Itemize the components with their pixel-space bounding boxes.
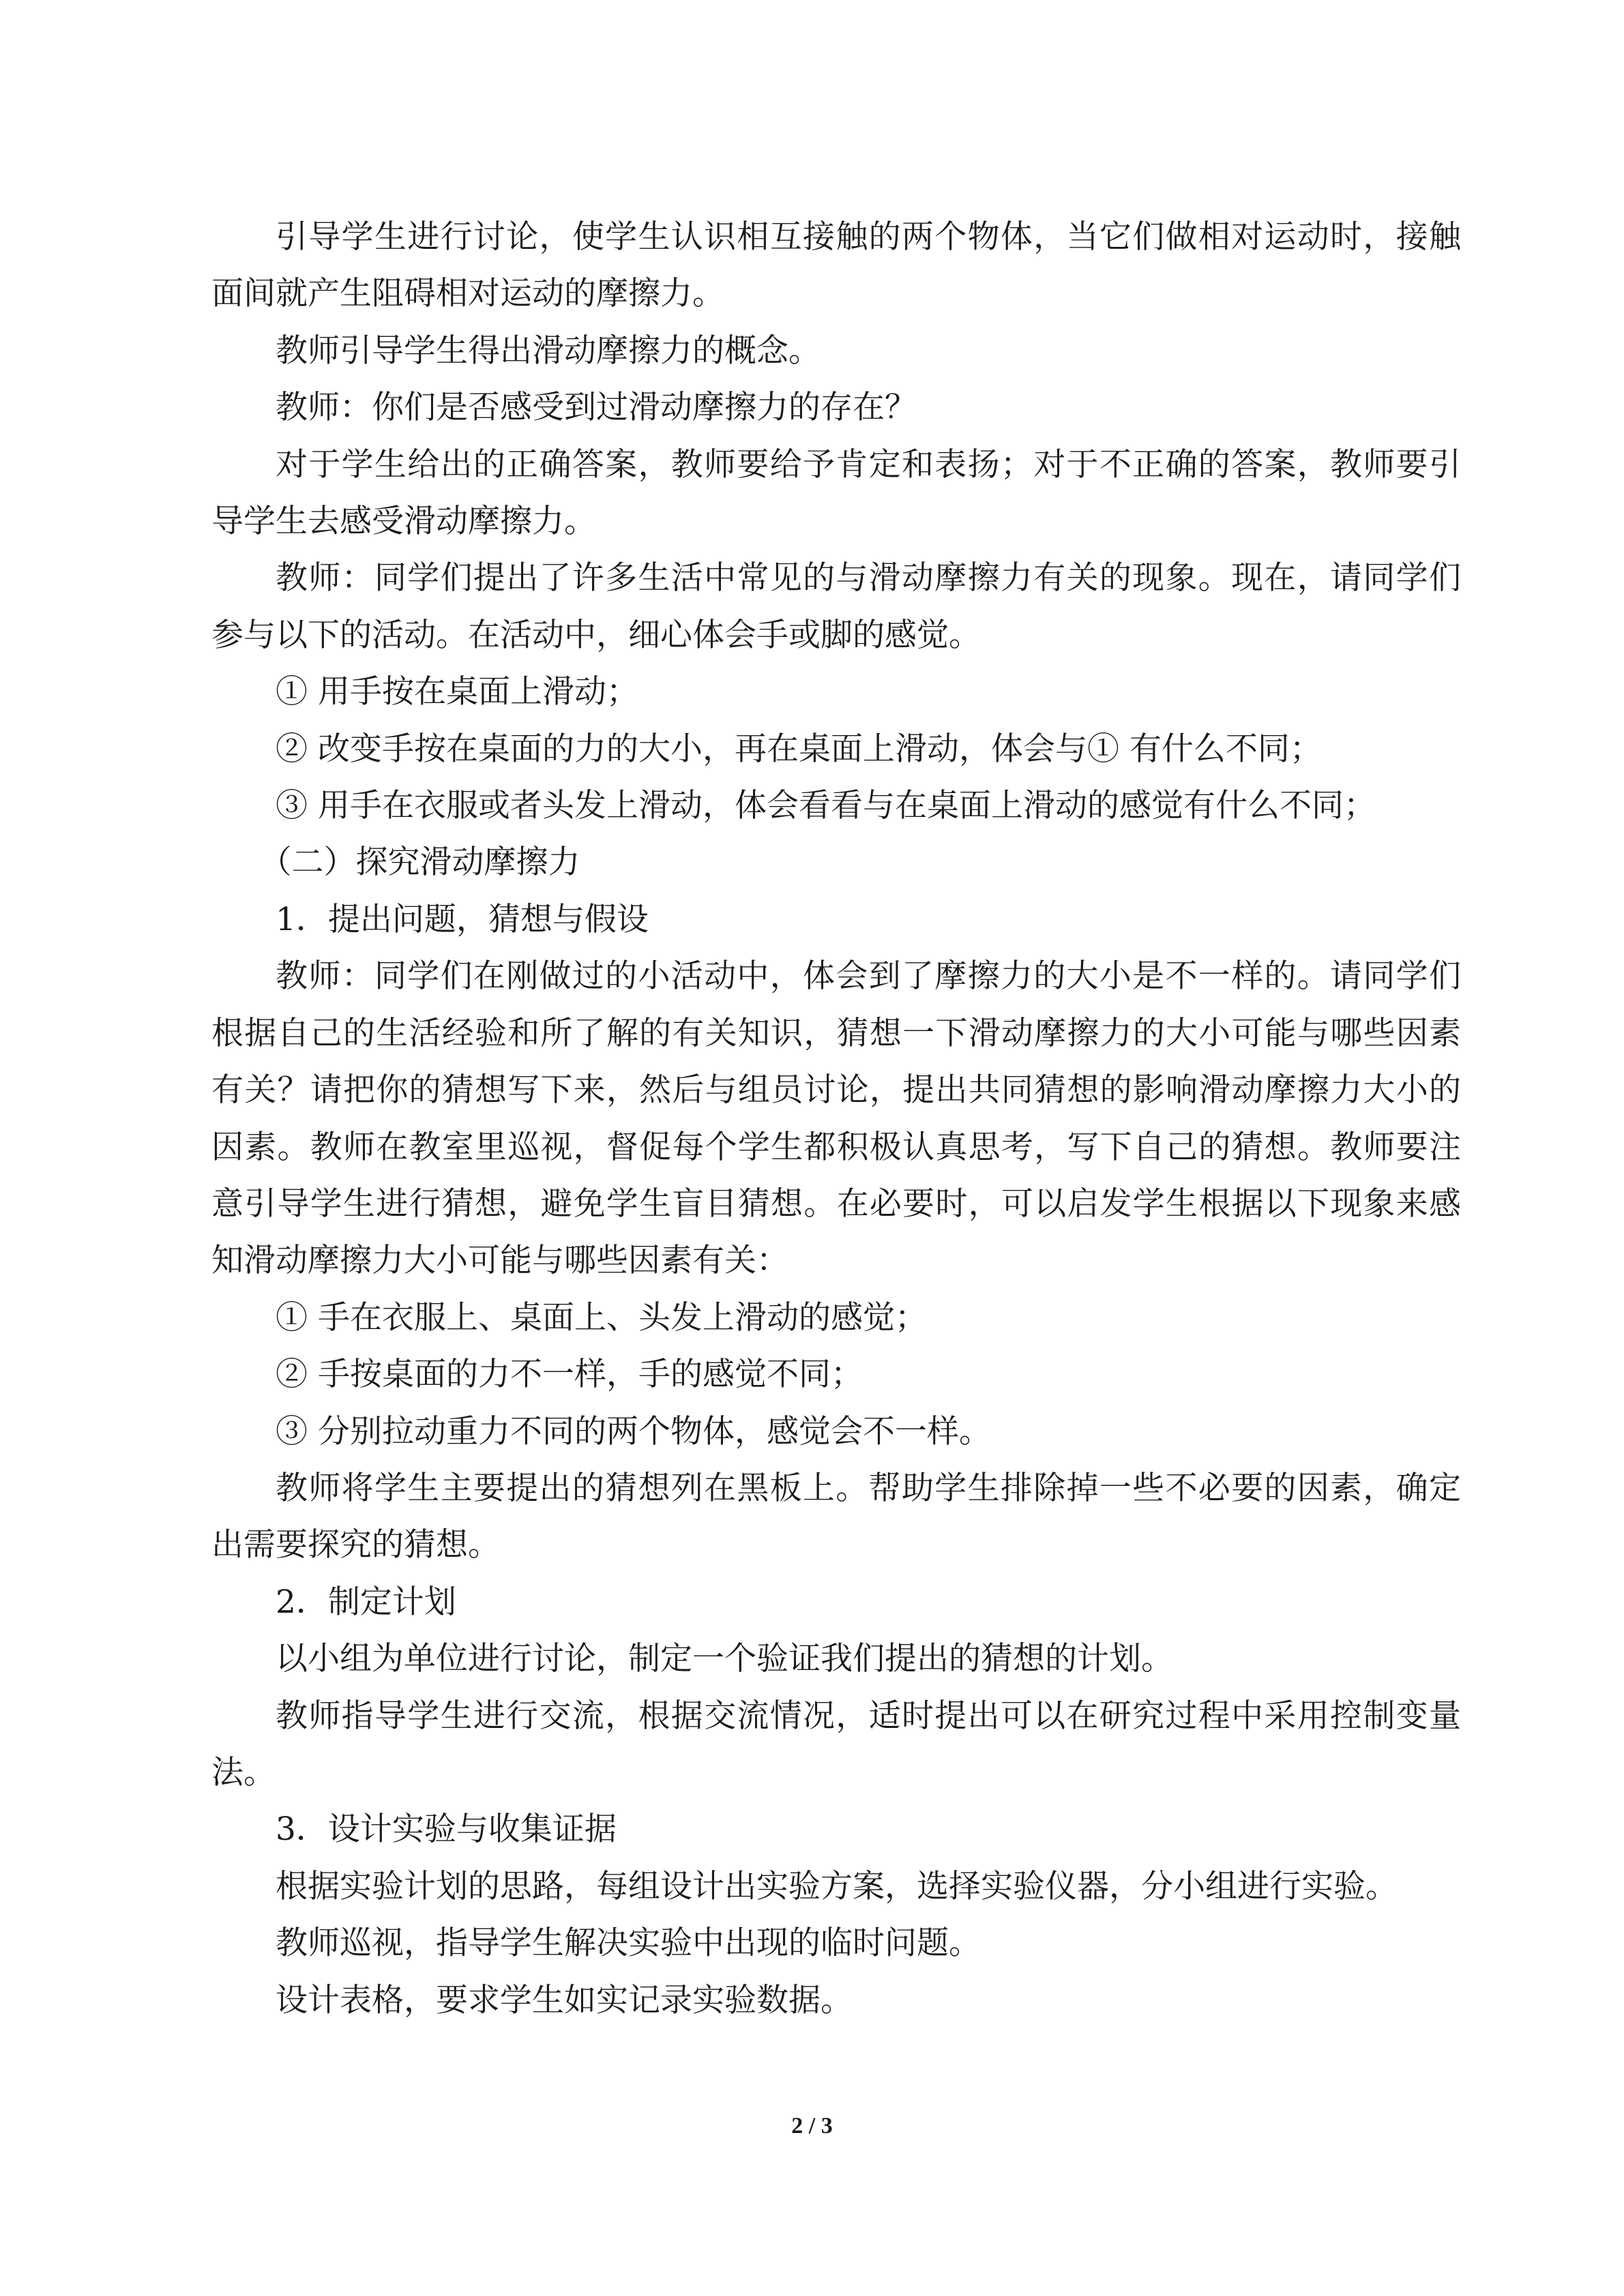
paragraph-activity-intro: 教师：同学们提出了许多生活中常见的与滑动摩擦力有关的现象。现在，请同学们参与以下的活动。在活动中，细心体会手或脚的感觉。 — [211, 559, 1461, 654]
list-item-factor-1: ① 手在衣服上、桌面上、头发上滑动的感觉； — [276, 1298, 927, 1337]
subheading-plan: 2．制定计划 — [276, 1583, 456, 1621]
list-item-activity-1: ① 用手按在桌面上滑动； — [276, 673, 638, 711]
list-item-factor-2: ② 手按桌面的力不一样，手的感觉不同； — [276, 1356, 863, 1394]
list-item-activity-3: ③ 用手在衣服或者头发上滑动，体会看看与在桌面上滑动的感觉有什么不同； — [276, 787, 1376, 825]
paragraph-control-variable: 教师指导学生进行交流，根据交流情况，适时提出可以在研究过程中采用控制变量法。 — [211, 1697, 1461, 1791]
paragraph-experiment-plan: 根据实验计划的思路，每组设计出实验方案，选择实验仪器，分小组进行实验。 — [276, 1867, 1398, 1905]
document-body — [211, 209, 1461, 2029]
paragraph-data-table: 设计表格，要求学生如实记录实验数据。 — [276, 1981, 853, 2019]
list-item-activity-2: ② 改变手按在桌面的力的大小，再在桌面上滑动，体会与① 有什么不同； — [276, 730, 1322, 768]
paragraph-question: 教师：你们是否感受到过滑动摩擦力的存在？ — [276, 389, 917, 427]
paragraph-plan-discussion: 以小组为单位进行讨论，制定一个验证我们提出的猜想的计划。 — [276, 1640, 1173, 1678]
paragraph-answer-feedback: 对于学生给出的正确答案，教师要给予肯定和表扬；对于不正确的答案，教师要引导学生去感受滑动摩擦力。 — [211, 445, 1461, 541]
page-number: 2 / 3 — [791, 2113, 833, 2138]
list-item-factor-3: ③ 分别拉动重力不同的两个物体，感觉会不一样。 — [276, 1412, 991, 1450]
paragraph-hypothesis: 教师：同学们在刚做过的小活动中，体会到了摩擦力的大小是不一样的。请同学们根据自己的生活经验和所了解的有关知识，猜想一下滑动摩擦力的大小可能与哪些因素有关？请把你的猜想写下来，然后与组员讨论，提出共同猜想的影响滑动摩擦力大小的因素。教师在教室里巡视，督促每个学生都积极认真思考，写下自己的猜想。教师要注意引导学生进行猜想，避免学生盲目猜想。在必要时，可以启发学生根据以下现象来感知滑动摩擦力大小可能与哪些因素有关： — [211, 957, 1461, 1280]
subheading-experiment: 3．设计实验与收集证据 — [276, 1810, 617, 1849]
paragraph-teacher-guidance: 教师巡视，指导学生解决实验中出现的临时问题。 — [276, 1924, 981, 1963]
paragraph-blackboard: 教师将学生主要提出的猜想列在黑板上。帮助学生排除掉一些不必要的因素，确定出需要探究的猜想。 — [211, 1469, 1461, 1564]
paragraph-concept: 教师引导学生得出滑动摩擦力的概念。 — [276, 331, 821, 370]
section-heading-explore: （二）探究滑动摩擦力 — [259, 844, 580, 882]
paragraph-intro-discussion: 引导学生进行讨论，使学生认识相互接触的两个物体，当它们做相对运动时，接触面间就产生阻碍相对运动的摩擦力。 — [211, 218, 1461, 313]
subheading-question-hypothesis: 1．提出问题，猜想与假设 — [276, 900, 649, 938]
